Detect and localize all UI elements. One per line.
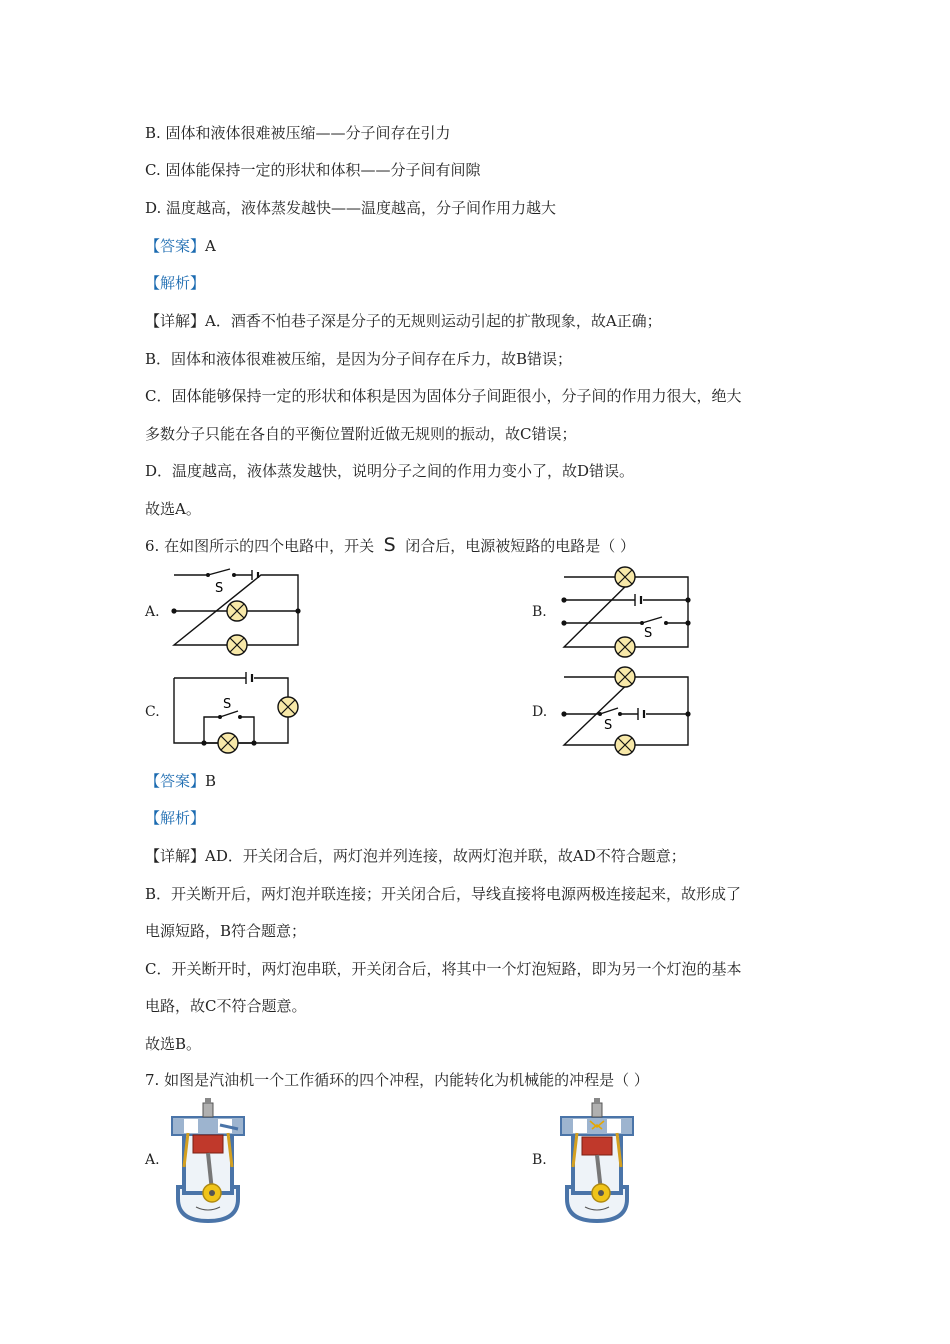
circuit-a-diagram <box>170 565 305 660</box>
q5-analysis-tag <box>145 273 205 293</box>
q5-conclusion: 故选A。 <box>145 500 201 518</box>
circuit-d-diagram <box>560 665 695 760</box>
q6-detail-1 <box>145 846 686 866</box>
q6-stem <box>145 535 635 556</box>
q6-label-a: A. <box>145 604 160 620</box>
q5-detail-5: D．温度越高，液体蒸发越快，说明分子之间的作用力变小了，故D错误。 <box>145 462 635 480</box>
stem-part-a: 6. 在如图所示的四个电路中，开关 <box>145 537 375 555</box>
lamp-icon <box>615 567 635 587</box>
lamp-icon <box>615 735 635 755</box>
q5-detail-1 <box>145 311 662 331</box>
lamp-icon <box>615 637 635 657</box>
q5-option-d: D. 温度越高，液体蒸发越快——温度越高，分子间作用力越大 <box>145 199 557 217</box>
lamp-icon <box>615 667 635 687</box>
q6-detail-3: 电源短路，B符合题意； <box>145 922 307 940</box>
q6-answer <box>145 771 216 791</box>
lamp-icon <box>227 635 247 655</box>
q6-detail-2: B．开关断开后，两灯泡并联连接；开关闭合后，导线直接将电源两极连接起来，故形成了 <box>145 885 742 903</box>
answer-value: A <box>205 237 216 255</box>
q5-detail-4: 多数分子只能在各自的平衡位置附近做无规则的振动，故C错误； <box>145 425 577 443</box>
q5-detail-3: C．固体能够保持一定的形状和体积是因为固体分子间距很小，分子间的作用力很大，绝大 <box>145 387 742 405</box>
q6-detail-4: C．开关断开时，两灯泡串联，开关闭合后，将其中一个灯泡短路，即为另一个灯泡的基本 <box>145 960 742 978</box>
engine-a-diagram <box>168 1095 248 1225</box>
lamp-icon <box>218 733 238 753</box>
switch-symbol: S <box>383 534 396 556</box>
switch-label: S <box>604 718 613 733</box>
stem-part-b: 闭合后，电源被短路的电路是（ ） <box>405 537 636 555</box>
lamp-icon <box>278 697 298 717</box>
circuit-c-diagram <box>170 670 305 750</box>
q6-label-b: B. <box>532 604 547 620</box>
answer-value: B <box>205 772 217 790</box>
q5-option-c: C. 固体能保持一定的形状和体积——分子间有间隙 <box>145 161 481 179</box>
answer-tag: 【答案】 <box>145 772 206 790</box>
q7-label-a: A. <box>145 1152 160 1168</box>
switch-label: S <box>215 581 224 596</box>
q7-label-b: B. <box>532 1152 547 1168</box>
detail-text: A．酒香不怕巷子深是分子的无规则运动引起的扩散现象，故A正确； <box>205 312 662 330</box>
q5-detail-2: B．固体和液体很难被压缩，是因为分子间存在斥力，故B错误； <box>145 350 573 368</box>
q6-label-c: C. <box>145 704 160 720</box>
q6-conclusion: 故选B。 <box>145 1035 202 1053</box>
analysis-tag: 【解析】 <box>145 809 206 827</box>
spark-plug-icon <box>203 1098 213 1117</box>
spark-plug-icon <box>592 1098 602 1117</box>
q6-detail-5: 电路，故C不符合题意。 <box>145 997 307 1015</box>
q5-answer <box>145 236 216 256</box>
crankshaft-icon <box>203 1184 221 1202</box>
switch-label: S <box>223 697 232 712</box>
q7-stem: 7. 如图是汽油机一个工作循环的四个冲程，内能转化为机械能的冲程是（ ） <box>145 1071 649 1089</box>
circuit-b-diagram <box>560 565 695 660</box>
detail-tag: 【详解】 <box>145 312 206 330</box>
switch-label: S <box>644 626 653 641</box>
analysis-tag: 【解析】 <box>145 274 206 292</box>
detail-text: AD．开关闭合后，两灯泡并列连接，故两灯泡并联，故AD不符合题意； <box>205 847 686 865</box>
q5-option-b: B. 固体和液体很难被压缩——分子间存在引力 <box>145 124 451 142</box>
q6-analysis-tag <box>145 808 205 828</box>
detail-tag: 【详解】 <box>145 847 206 865</box>
crankshaft-icon <box>592 1184 610 1202</box>
engine-b-diagram <box>557 1095 637 1225</box>
answer-tag: 【答案】 <box>145 237 206 255</box>
lamp-icon <box>227 601 247 621</box>
q6-label-d: D. <box>532 704 548 720</box>
